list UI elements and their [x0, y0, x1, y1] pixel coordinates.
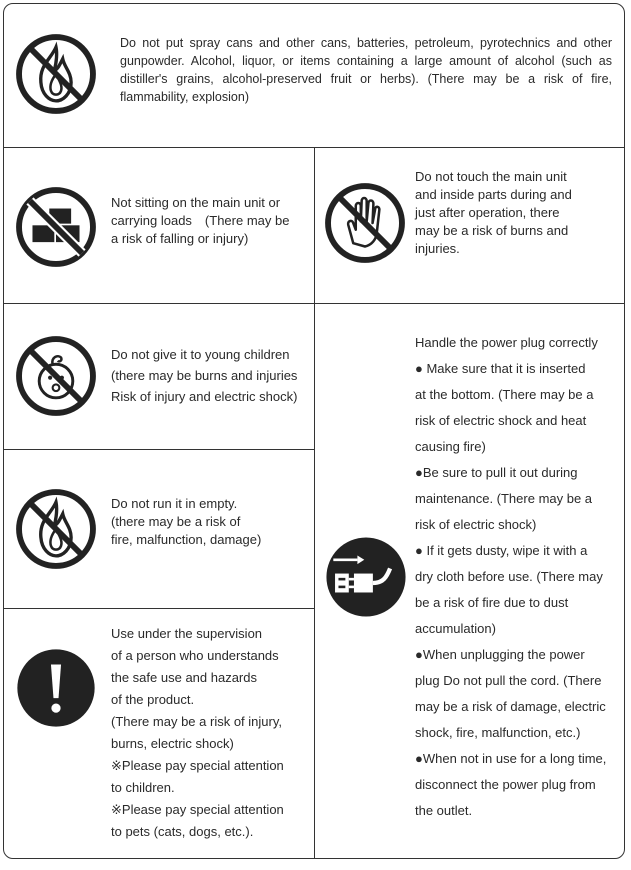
- no-children-icon: [14, 334, 98, 418]
- warnings-table: [3, 3, 625, 859]
- warning-text: Do not put spray cans and other cans, batteries, petroleum, pyrotechnics and other gunpowder. Alcohol, liquor, or items containing a large amount of alcohol (such as distiller's grains, alcohol-preserved fruit or herbs). (There may be a risk of fire, flammability, explosion): [120, 36, 612, 104]
- warning-text: Handle the power plug correctly ● Make sure that it is inserted at the bottom. (There may be a risk of electric shock and heat causing fire) ●Be sure to pull it out during maintenance. (There may be a risk of electric shock) ● If it gets dusty, wipe it with a dry cloth before use. (There may be a risk of fire due to dust accumulation) ●When unplugging the power plug Do not pull the cord. (There may be a risk of damage, electric shock, fire, malfunction, etc.) ●When not in use for a long time, disconnect the power plug from the outlet.: [415, 335, 607, 818]
- row-divider: [4, 303, 625, 304]
- no-fire-icon: [14, 487, 98, 571]
- warning-text: Do not give it to young children (there may be burns and injuries Risk of injury and electric shock): [111, 347, 298, 404]
- warning-text: Do not touch the main unit and inside parts during and just after operation, there may be a risk of burns and injuries.: [415, 169, 572, 256]
- no-fire-icon: [14, 32, 98, 116]
- row-divider: [4, 449, 314, 450]
- warning-text: Use under the supervision of a person who understands the safe use and hazards of the product. (There may be a risk of injury, burns, electric shock) ※Please pay special attention to children. ※Please pay special attention to pets (cats, dogs, etc.).: [111, 626, 284, 839]
- column-divider: [314, 147, 315, 859]
- warning-text: Do not run it in empty. (there may be a risk of fire, malfunction, damage): [111, 496, 262, 547]
- no-touch-hand-icon: [323, 181, 407, 265]
- unplug-power-icon: [323, 534, 409, 620]
- warning-text: Not sitting on the main unit or carrying loads (There may be a risk of falling or injury): [111, 195, 290, 246]
- row-divider: [4, 608, 314, 609]
- no-sitting-icon: [14, 185, 98, 269]
- exclamation-icon: [14, 646, 98, 730]
